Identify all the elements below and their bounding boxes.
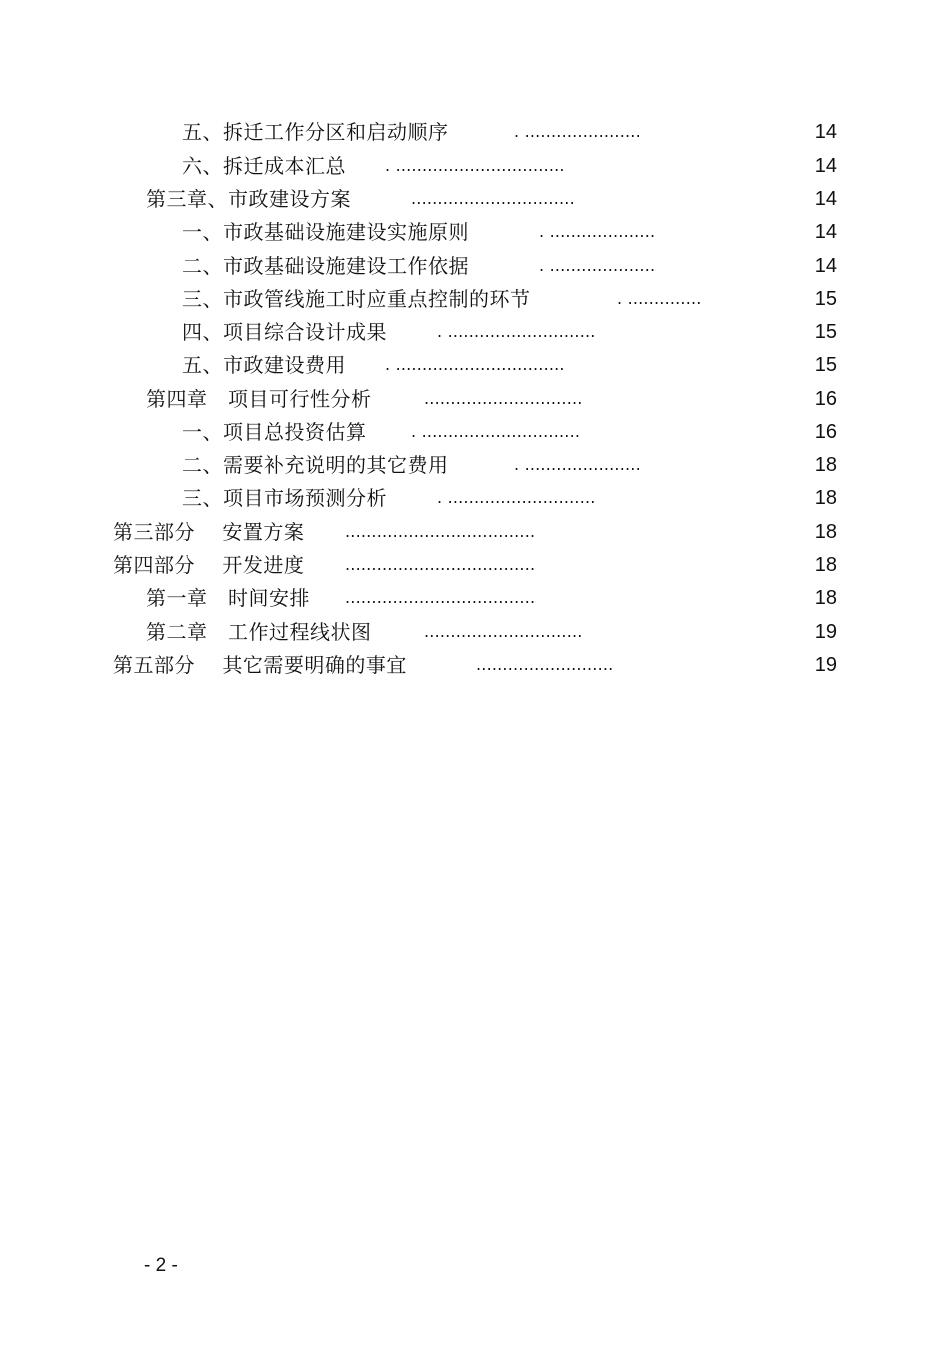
toc-entry[interactable] [0, 184, 950, 214]
toc-entry[interactable] [0, 251, 950, 281]
toc-page-number: 19 [814, 621, 837, 643]
toc-page-number: 19 [814, 654, 837, 676]
toc-dot-leader: .................................... [345, 588, 536, 607]
toc-dot-leader: . .................... [539, 222, 656, 241]
toc-entry-title: 三、市政管线施工时应重点控制的环节 [182, 287, 531, 311]
toc-dot-leader: ............................... [411, 189, 575, 208]
toc-dot-leader: .......................... [476, 655, 614, 674]
toc-entry[interactable] [0, 417, 950, 447]
toc-entry-title: 第四章 项目可行性分析 [146, 387, 372, 411]
toc-entry-title: 一、市政基础设施建设实施原则 [182, 220, 469, 244]
toc-entry[interactable] [0, 384, 950, 414]
toc-entry-title: 第二章 工作过程线状图 [146, 620, 372, 644]
toc-entry[interactable] [0, 450, 950, 480]
toc-entry-title: 第三章、市政建设方案 [146, 187, 351, 211]
toc-dot-leader: .................................... [345, 555, 536, 574]
toc-dot-leader: . .................... [539, 256, 656, 275]
toc-page-number: 14 [814, 188, 837, 210]
toc-entry-title: 六、拆迁成本汇总 [182, 154, 346, 178]
toc-dot-leader: . ............................ [437, 488, 596, 507]
toc-page-number: 18 [814, 554, 837, 576]
toc-page-number: 14 [814, 255, 837, 277]
toc-dot-leader: . ................................ [385, 156, 565, 175]
toc-entry[interactable] [0, 617, 950, 647]
toc-page-number: 16 [814, 388, 837, 410]
toc-entry[interactable] [0, 650, 950, 680]
toc-entry[interactable] [0, 284, 950, 314]
toc-dot-leader: .................................... [345, 522, 536, 541]
toc-dot-leader: .............................. [424, 389, 583, 408]
toc-entry-title: 一、项目总投资估算 [182, 420, 367, 444]
toc-page-number: 14 [814, 155, 837, 177]
toc-page-number: 16 [814, 421, 837, 443]
toc-entry-title: 二、需要补充说明的其它费用 [182, 453, 449, 477]
toc-dot-leader: . ...................... [514, 455, 641, 474]
toc-entry[interactable] [0, 317, 950, 347]
toc-page-number: 18 [814, 521, 837, 543]
toc-page-number: 14 [814, 121, 837, 143]
toc-page-number: 15 [814, 321, 837, 343]
toc-dot-leader: . ...................... [514, 122, 641, 141]
toc-dot-leader: . ............................ [437, 322, 596, 341]
toc-entry-title: 四、项目综合设计成果 [182, 320, 387, 344]
toc-page-number: 18 [814, 587, 837, 609]
toc-entry-title: 第三部分 安置方案 [113, 520, 305, 544]
page-number-footer: - 2 - [144, 1255, 178, 1276]
toc-entry-title: 第四部分 开发进度 [113, 553, 305, 577]
toc-entry[interactable] [0, 483, 950, 513]
toc-entry[interactable] [0, 517, 950, 547]
toc-page-number: 15 [814, 288, 837, 310]
toc-page-number: 15 [814, 354, 837, 376]
toc-entry-title: 第五部分 其它需要明确的事宜 [113, 653, 407, 677]
toc-entry[interactable] [0, 117, 950, 147]
toc-entry[interactable] [0, 350, 950, 380]
toc-entry-title: 三、项目市场预测分析 [182, 486, 387, 510]
toc-dot-leader: .............................. [424, 622, 583, 641]
toc-page-number: 18 [814, 454, 837, 476]
toc-entry[interactable] [0, 217, 950, 247]
toc-entry[interactable] [0, 583, 950, 613]
toc-entry-title: 五、市政建设费用 [182, 353, 346, 377]
toc-dot-leader: . .............. [617, 289, 702, 308]
toc-page-number: 14 [814, 221, 837, 243]
toc-entry[interactable] [0, 151, 950, 181]
toc-dot-leader: . .............................. [411, 422, 581, 441]
toc-entry[interactable] [0, 550, 950, 580]
toc-entry-title: 二、市政基础设施建设工作依据 [182, 254, 469, 278]
toc-page-number: 18 [814, 487, 837, 509]
toc-dot-leader: . ................................ [385, 355, 565, 374]
toc-entry-title: 五、拆迁工作分区和启动顺序 [182, 120, 449, 144]
toc-entry-title: 第一章 时间安排 [146, 586, 310, 610]
